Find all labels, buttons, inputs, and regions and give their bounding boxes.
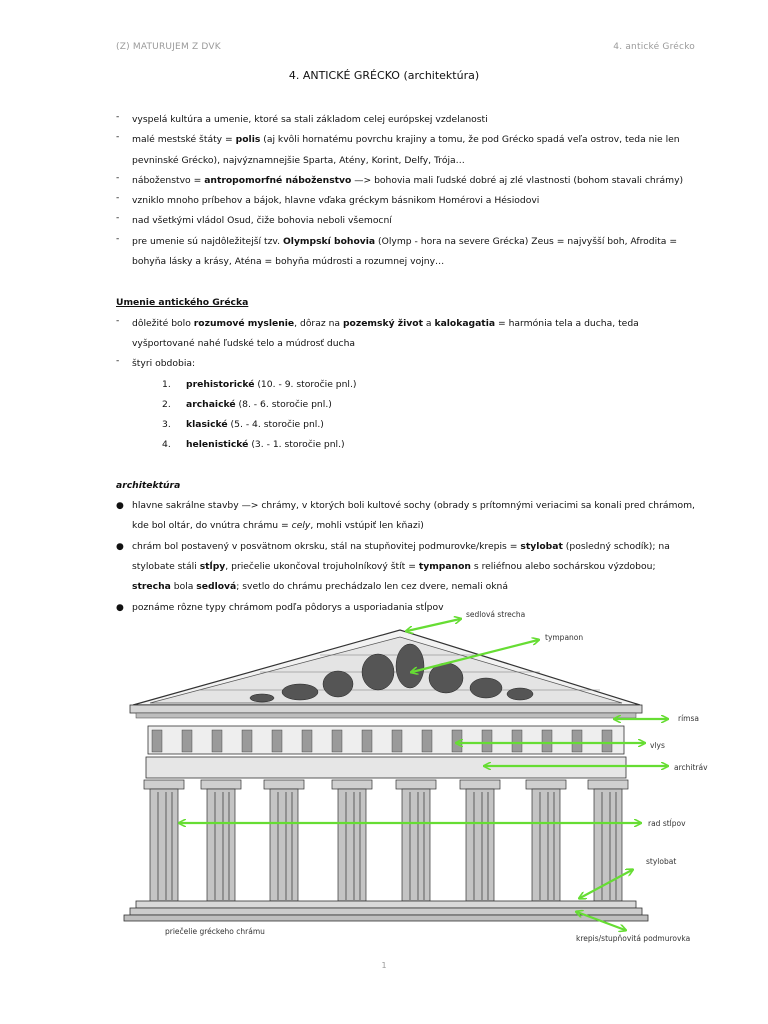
temple-architrave [146, 757, 626, 778]
period-name: helenistické [186, 439, 249, 451]
arch-text: s reliéfnou alebo sochárskou výzdobou; [470, 560, 656, 572]
term-strecha: strecha [132, 581, 171, 593]
period-range: (3. - 1. storočie pnl.) [248, 439, 345, 451]
period-item [116, 395, 696, 415]
temple-frieze [148, 726, 624, 754]
document-body [116, 110, 696, 618]
intro-text: vzniklo mnoho príbehov a bájok, hlavne vďaka gréckym básnikom Homérovi a Hésiodovi [132, 195, 540, 207]
label-tympanon: tympanon [545, 633, 584, 642]
arch-text: hlavne sakrálne stavby —> chrámy, v ktorých boli kultové sochy (obrady s prítomnými veriacimi sa konali pred chrámom, kde bol oltár, do vnútra chrámu = [132, 500, 695, 532]
term-sedlova: sedlová [196, 581, 237, 593]
intro-item: - vyspelá kultúra a umenie, ktoré sa stali základom celej európskej vzdelanosti [116, 111, 488, 125]
arch-text: chrám bol postavený v posvätnom okrsku, stál na stupňovitej podmurovke/krepis = [132, 540, 521, 552]
period-item [116, 375, 696, 395]
intro-text: —> bohovia mali ľudské dobré aj zlé vlastnosti (bohom stavali chrámy) [351, 174, 684, 186]
period-name: archaické [186, 398, 236, 410]
intro-text: nad všetkými vládol Osud, čiže bohovia neboli všemocní [132, 215, 392, 227]
period-number: 2. [162, 398, 171, 410]
period-range: (10. - 9. storočie pnl.) [254, 378, 357, 390]
arch-text: bola [170, 581, 197, 593]
term-pozemsky: pozemský život [342, 317, 423, 329]
label-rimsa: rímsa [678, 714, 699, 723]
intro-item: - náboženstvo = antropomorfné náboženstvo —> bohovia mali ľudské dobré aj zlé vlastnosti (bohom stavali chrámy) [116, 171, 684, 186]
umenie-text: a [422, 317, 435, 329]
temple-figure [0, 600, 768, 960]
term-antropomorfne: antropomorfné náboženstvo [204, 174, 352, 186]
arch-text: poznáme rôzne typy chrámom podľa pôdorys a usporiadania stĺpov [132, 601, 444, 613]
label-vlys: vlys [650, 741, 665, 750]
label-sedlova-strecha: sedlová strecha [466, 610, 526, 619]
term-stlpy: stĺpy [199, 560, 226, 572]
arch-item: ● poznáme rôzne typy chrámom podľa pôdorys a usporiadania stĺpov [116, 601, 444, 613]
temple-cornice [130, 705, 642, 718]
period-number: 1. [162, 378, 171, 390]
period-range: (8. - 6. storočie pnl.) [235, 398, 332, 410]
intro-text: náboženstvo = [132, 174, 205, 186]
intro-item: - malé mestské štáty = polis (aj kvôli hornatému povrchu krajiny a tomu, že pod Grécko spadá veľa ostrov, teda nie len pevninské Grécko), najvýznamnejšie Sparta, Atény, Korint, Delfy, Trója… [116, 131, 680, 166]
intro-text: malé mestské štáty = [132, 134, 236, 146]
intro-text: (aj kvôli hornatému povrchu krajiny a tomu, že pod Grécko spadá veľa ostrov, teda nie len pevninské Grécko), najvýznamnejšie Sparta, Atény, Korint, Delfy, Trója… [132, 134, 680, 166]
arch-item: ● hlavne sakrálne stavby —> chrámy, v ktorých boli kultové sochy (obrady s prítomnými veriacimi sa konali pred chrámom, kde bol oltár, do vnútra chrámu = cely, mohli vstúpiť len kňazi) [116, 500, 695, 532]
intro-text: vyspelá kultúra a umenie, ktoré sa stali základom celej európskej vzdelanosti [132, 114, 488, 125]
arch-item: ● chrám bol postavený v posvätnom okrsku, stál na stupňovitej podmurovke/krepis = stylobat (posledný schodík); na stylobate stáli stĺpy, priečelie ukončoval trojuholníkový štít = tympanon s reliéfnou alebo sochárskou výzdobou; strecha bola sedlová; svetlo do chrámu prechádzalo len cez dvere, nemali okná [116, 540, 670, 593]
arch-text: , mohli vstúpiť len kňazi) [310, 520, 424, 532]
section-heading: Umenie antického Grécka [116, 297, 249, 309]
intro-item: - pre umenie sú najdôležitejší tzv. Olympskí bohovia (Olymp - hora na severe Grécka) Zeus = najvyšší boh, Afrodita = bohyňa lásky a krásy, Aténa = bohyňa múdrosti a rozumnej vojny… [116, 232, 678, 268]
arch-text: (posledný schodík); na stylobate stáli [132, 540, 670, 572]
term-olympski-bohovia: Olympskí bohovia [282, 235, 376, 247]
term-stylobat: stylobat [520, 540, 563, 552]
section-umenie [116, 293, 696, 455]
intro-text: (Olymp - hora na severe Grécka) Zeus = najvyšší boh, Afrodita = bohyňa lásky a krásy, Aténa = bohyňa múdrosti a rozumnej vojny… [132, 235, 678, 268]
term-kalokagatia: kalokagatia [434, 317, 496, 329]
period-number: 3. [162, 419, 171, 431]
umenie-text: dôležité bolo [132, 317, 194, 329]
intro-item: - vzniklo mnoho príbehov a bájok, hlavne vďaka gréckym básnikom Homérovi a Hésiodovi [116, 192, 540, 207]
temple-base [124, 901, 648, 921]
figure-caption: priečelie gréckeho chrámu [165, 927, 265, 936]
period-name: klasické [186, 419, 228, 431]
arch-text: , priečelie ukončoval trojuholníkový štít = [225, 560, 419, 572]
intro-item: - nad všetkými vládol Osud, čiže bohovia neboli všemocní [116, 212, 392, 227]
temple-columns [144, 780, 628, 901]
arrow-sedlova [407, 619, 460, 631]
page-number: 1 [381, 961, 387, 970]
label-architrav: architráv [674, 763, 708, 772]
period-item [116, 415, 696, 435]
label-krepis: krepis/stupňovitá podmurovka [576, 934, 691, 943]
section-architektura [116, 476, 696, 618]
umenie-item: - štyri obdobia: [116, 355, 196, 370]
umenie-item: - dôležité bolo rozumové myslenie, dôraz na pozemský život a kalokagatia = harmónia tela a ducha, teda vyšportované nahé ľudské telo a múdrosť ducha [116, 314, 639, 349]
umenie-text: , dôraz na [294, 317, 343, 329]
term-polis: polis [235, 134, 261, 146]
period-number: 4. [162, 439, 171, 451]
term-tympanon: tympanon [418, 560, 471, 572]
period-name: prehistorické [186, 378, 255, 390]
umenie-text: štyri obdobia: [132, 358, 196, 370]
header-right: 4. antické Grécko [613, 42, 695, 52]
header-left: (Z) MATURUJEM Z DVK [116, 42, 221, 52]
term-cely: cely [291, 520, 311, 532]
umenie-text: = harmónia tela a ducha, teda vyšportované nahé ľudské telo a múdrosť ducha [132, 317, 639, 349]
period-item [116, 435, 696, 455]
arch-text: ; svetlo do chrámu prechádzalo len cez dvere, nemali okná [236, 581, 508, 593]
label-stylobat: stylobat [646, 857, 677, 866]
intro-text: pre umenie sú najdôležitejší tzv. [132, 235, 283, 247]
term-rozumove: rozumové myslenie [193, 317, 295, 329]
page-title: 4. ANTICKÉ GRÉCKO (architektúra) [288, 69, 480, 82]
label-rad-stlpov: rad stĺpov [648, 819, 686, 828]
period-range: (5. - 4. storočie pnl.) [227, 419, 324, 431]
section-heading: architektúra [116, 479, 181, 491]
